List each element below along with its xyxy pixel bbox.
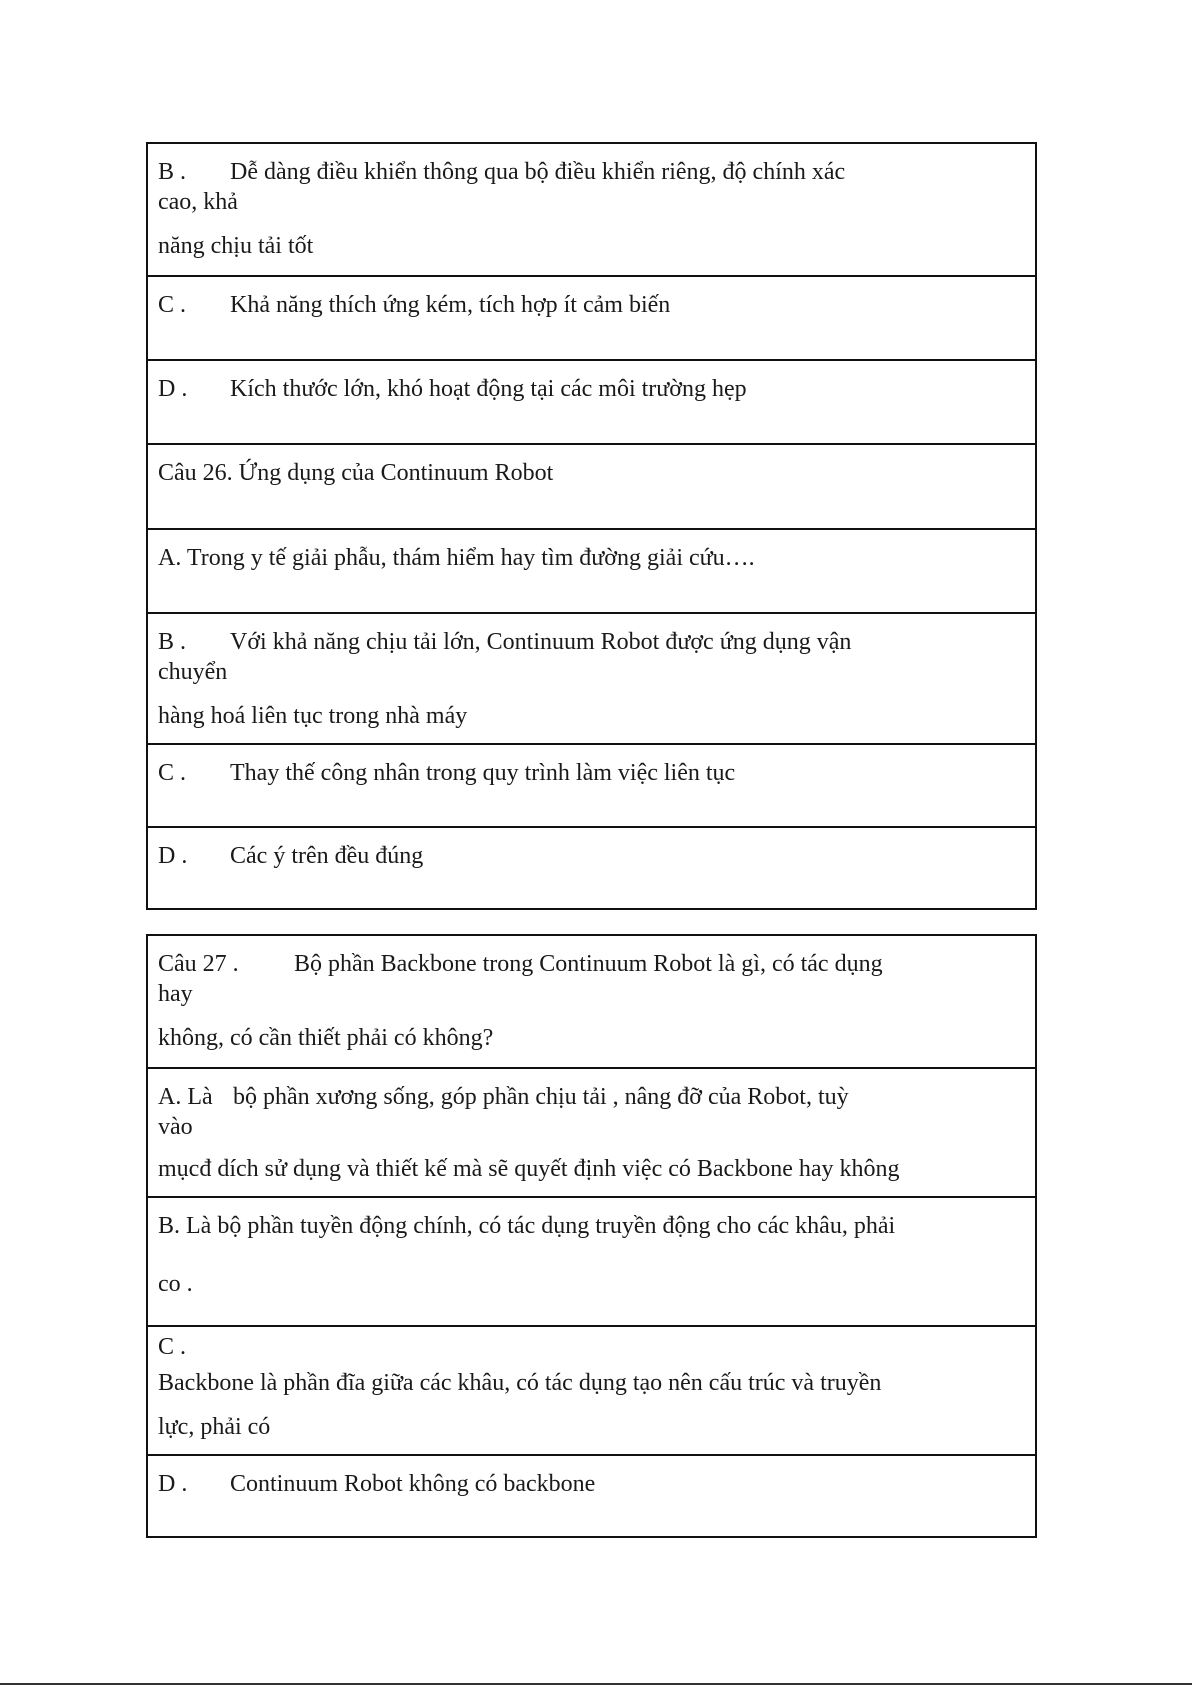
option-letter: C . <box>158 760 187 786</box>
option-text: Continuum Robot không có backbone <box>230 1471 596 1497</box>
question-text: Câu 26. Ứng dụng của Continuum Robot <box>158 460 554 486</box>
answer-row-a <box>148 528 1035 612</box>
option-letter: D . <box>158 376 188 402</box>
answer-row-d <box>148 1454 1035 1536</box>
answer-row-b <box>148 612 1035 743</box>
question-number: Câu 27 . <box>158 951 239 977</box>
answer-row-d <box>148 359 1035 443</box>
option-text: Khả năng thích ứng kém, tích hợp ít cảm biến <box>230 292 671 318</box>
option-letter: B . <box>158 159 187 185</box>
answer-row-d <box>148 826 1035 908</box>
option-text: Backbone là phần đĩa giữa các khâu, có tác dụng tạo nên cấu trúc và truyền <box>158 1370 882 1396</box>
option-letter: C . <box>158 292 187 318</box>
option-text-line2: năng chịu tải tốt <box>158 233 314 259</box>
option-text: Với khả năng chịu tải lớn, Continuum Robot được ứng dụng vận <box>230 629 852 655</box>
answer-row-c <box>148 743 1035 826</box>
option-text: A. Trong y tế giải phẫu, thám hiểm hay tìm đường giải cứu…. <box>158 545 755 571</box>
question-text-line2: không, có cần thiết phải có không? <box>158 1025 494 1051</box>
question-26 <box>148 443 1035 528</box>
option-text-line2: lực, phải có <box>158 1414 271 1440</box>
option-text: Dễ dàng điều khiển thông qua bộ điều khiển riêng, độ chính xác <box>230 159 846 185</box>
answer-row-b <box>148 144 1035 275</box>
option-letter: C . <box>158 1334 187 1360</box>
answer-row-c <box>148 275 1035 359</box>
question-table-2 <box>146 934 1037 1538</box>
option-text-wrap: cao, khả <box>158 189 238 215</box>
answer-row-c <box>148 1325 1035 1454</box>
question-text: Bộ phần Backbone trong Continuum Robot là gì, có tác dụng <box>294 951 883 977</box>
question-text-wrap: hay <box>158 981 193 1007</box>
answer-row-a <box>148 1067 1035 1196</box>
option-letter: D . <box>158 843 188 869</box>
option-text: B. Là bộ phần tuyền động chính, có tác dụng truyền động cho các khâu, phải <box>158 1213 896 1239</box>
option-text: Kích thước lớn, khó hoạt động tại các môi trường hẹp <box>230 376 747 402</box>
question-table-1 <box>146 142 1037 910</box>
option-text-wrap: vào <box>158 1114 193 1140</box>
option-text-line2: hàng hoá liên tục trong nhà máy <box>158 703 468 729</box>
question-27 <box>148 936 1035 1067</box>
option-letter: A. Là <box>158 1084 213 1110</box>
option-text-line2: co . <box>158 1271 193 1297</box>
option-letter: B . <box>158 629 187 655</box>
answer-row-b <box>148 1196 1035 1325</box>
option-text-line2: mụcđ dích sử dụng và thiết kế mà sẽ quyết định việc có Backbone hay không <box>158 1156 900 1182</box>
option-text: bộ phần xương sống, góp phần chịu tải , nâng đỡ của Robot, tuỳ <box>233 1084 849 1110</box>
option-text-wrap: chuyển <box>158 659 228 685</box>
option-text: Các ý trên đều đúng <box>230 843 424 869</box>
option-text: Thay thế công nhân trong quy trình làm việc liên tục <box>230 760 736 786</box>
option-letter: D . <box>158 1471 188 1497</box>
